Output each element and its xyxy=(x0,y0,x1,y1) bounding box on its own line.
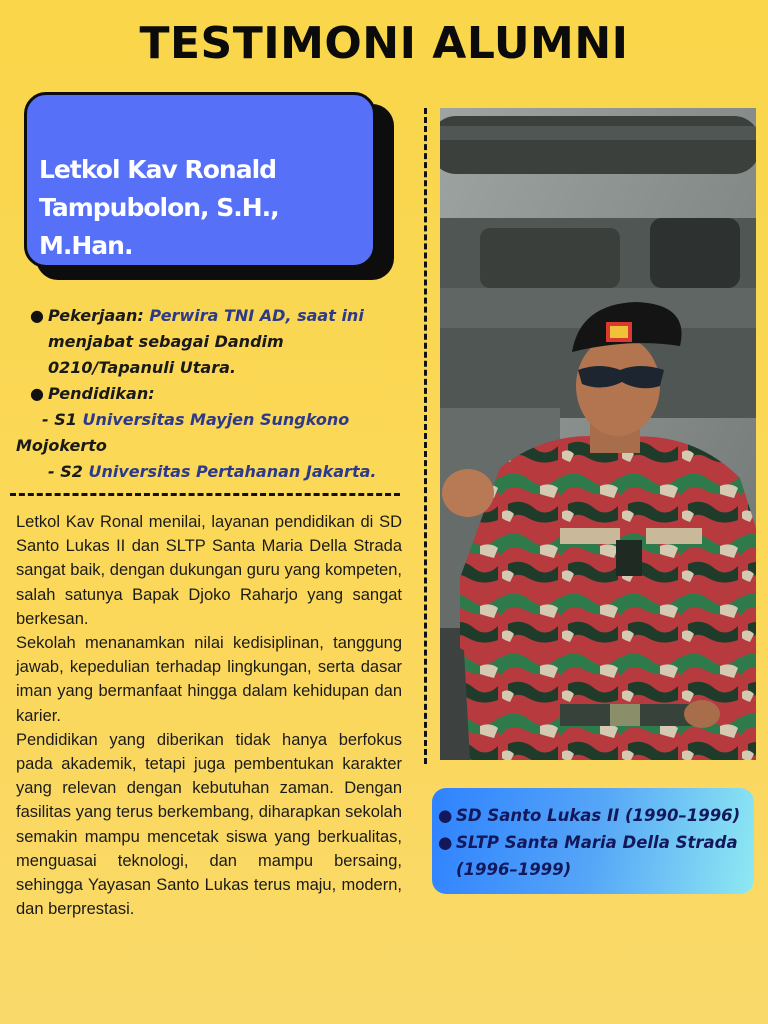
name-line-1: Letkol Kav Ronald xyxy=(39,155,277,184)
horizontal-divider xyxy=(10,493,400,496)
school-item-1 xyxy=(432,802,754,829)
job-label: Pekerjaan: xyxy=(48,306,144,325)
name-card xyxy=(24,92,376,268)
job-value-1: Perwira TNI AD, saat ini xyxy=(149,306,364,325)
school-2: SLTP Santa Maria Della Strada xyxy=(456,833,738,852)
job-value-2: menjabat sebagai Dandim xyxy=(48,332,284,351)
profile-info xyxy=(16,303,406,485)
school-item-2 xyxy=(432,829,754,856)
s2-value: Universitas Pertahanan Jakarta. xyxy=(88,462,377,481)
bullet-icon: ● xyxy=(30,384,44,403)
school-history-card xyxy=(432,788,754,894)
s1-prefix: - S1 xyxy=(42,410,77,429)
paragraph-2: Sekolah menanamkan nilai kedisiplinan, tanggung jawab, kepedulian terhadap lingkungan, serta dasar iman yang bermanfaat hingga dalam kehidupan dan karier. xyxy=(16,634,402,725)
paragraph-1: Letkol Kav Ronal menilai, layanan pendidikan di SD Santo Lukas II dan SLTP Santa Maria Della Strada sangat baik, dengan dukungan guru yang kompeten, salah satunya Bapak Djoko Raharjo yang sangat berkesan. xyxy=(16,513,402,628)
school-1: SD Santo Lukas II (1990–1996) xyxy=(456,806,741,825)
s2-prefix: - S2 xyxy=(48,462,83,481)
education-item xyxy=(16,381,406,407)
paragraph-3: Pendidikan yang diberikan tidak hanya berfokus pada akademik, tetapi juga pembentukan karakter yang relevan dengan kebutuhan zaman. Dengan fasilitas yang terus berkembang, diharapkan sekolah semakin mampu mencetak siswa yang berkualitas, menguasai teknologi, dan mampu bersaing, sehingga Yayasan Santo Lukas terus maju, modern, dan berprestasi. xyxy=(16,730,402,919)
education-label: Pendidikan: xyxy=(48,384,155,403)
bullet-icon: ● xyxy=(438,806,453,825)
school-2-years-text: (1996–1999) xyxy=(456,860,572,879)
job-item xyxy=(16,303,406,381)
school-2-years xyxy=(432,856,754,883)
education-s2 xyxy=(16,459,406,485)
bullet-icon: ● xyxy=(30,306,44,325)
s1-value: Universitas Mayjen Sungkono xyxy=(82,410,350,429)
vertical-divider xyxy=(424,108,427,764)
page-title: TESTIMONI ALUMNI xyxy=(139,18,629,69)
testimonial-text xyxy=(16,510,402,921)
soldier-photo xyxy=(440,108,756,760)
job-value-3: 0210/Tapanuli Utara. xyxy=(48,358,236,377)
bullet-icon: ● xyxy=(438,833,453,852)
s1-cont: Mojokerto xyxy=(16,436,107,455)
education-s1 xyxy=(16,407,406,433)
name-line-2: Tampubolon, S.H., M.Han. xyxy=(39,193,279,260)
education-s1-cont xyxy=(16,433,406,459)
